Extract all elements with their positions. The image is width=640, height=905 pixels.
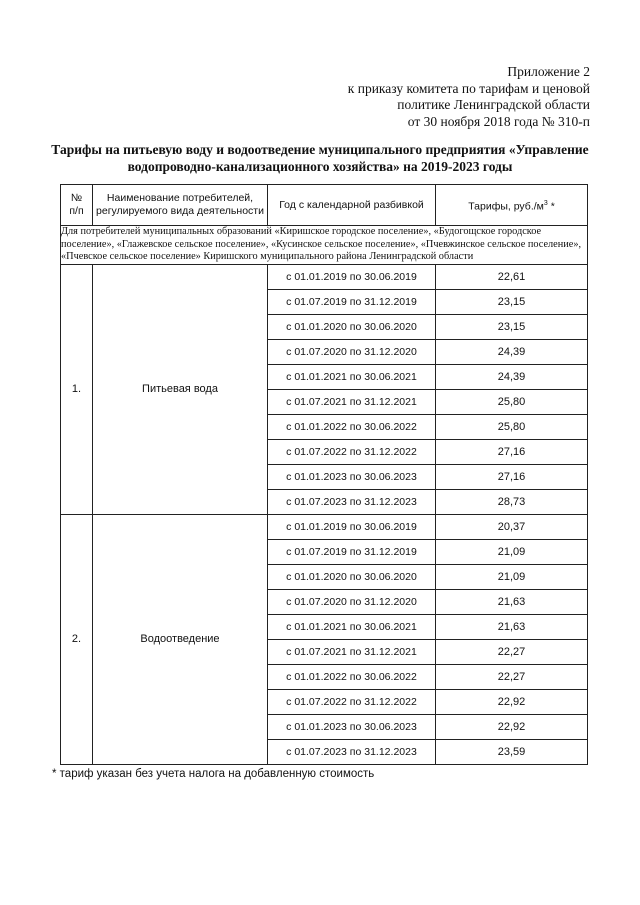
appendix-line: от 30 ноября 2018 года № 310-п bbox=[407, 113, 590, 129]
period-cell: с 01.01.2022 по 30.06.2022 bbox=[268, 414, 436, 439]
header-name-line: регулируемого вида деятельности bbox=[96, 205, 264, 217]
period-cell: с 01.01.2021 по 30.06.2021 bbox=[268, 614, 436, 639]
table-header-row bbox=[61, 185, 588, 226]
tariff-value-cell: 23,15 bbox=[436, 289, 588, 314]
tariff-value-cell: 25,80 bbox=[436, 414, 588, 439]
appendix-block bbox=[348, 64, 590, 130]
tariff-value-cell: 20,37 bbox=[436, 514, 588, 539]
appendix-line: Приложение 2 bbox=[507, 64, 590, 79]
consumers-row bbox=[61, 226, 588, 265]
period-cell: с 01.07.2019 по 31.12.2019 bbox=[268, 289, 436, 314]
service-number: 2. bbox=[61, 514, 93, 764]
tariff-value-cell: 22,27 bbox=[436, 639, 588, 664]
header-number bbox=[61, 185, 93, 226]
title-line: водопроводно-канализационного хозяйства» на 2019-2023 годы bbox=[127, 159, 513, 174]
tariff-value-cell: 21,63 bbox=[436, 614, 588, 639]
service-name: Питьевая вода bbox=[93, 264, 268, 514]
period-cell: с 01.07.2020 по 31.12.2020 bbox=[268, 339, 436, 364]
period-cell: с 01.01.2023 по 30.06.2023 bbox=[268, 464, 436, 489]
header-tariff-label: Тарифы, руб./м bbox=[468, 200, 544, 213]
appendix-line: политике Ленинградской области bbox=[397, 97, 590, 112]
service-name: Водоотведение bbox=[93, 514, 268, 764]
header-tariff-superscript: 3 bbox=[543, 199, 548, 207]
tariff-value-cell: 27,16 bbox=[436, 464, 588, 489]
table-row bbox=[61, 514, 588, 539]
tariff-value-cell: 21,09 bbox=[436, 564, 588, 589]
period-cell: с 01.07.2023 по 31.12.2023 bbox=[268, 489, 436, 514]
document-title bbox=[40, 141, 600, 175]
tariff-value-cell: 22,61 bbox=[436, 264, 588, 289]
tariff-value-cell: 21,63 bbox=[436, 589, 588, 614]
table-body bbox=[61, 226, 588, 765]
header-period: Год с календарной разбивкой bbox=[268, 185, 436, 226]
period-cell: с 01.01.2020 по 30.06.2020 bbox=[268, 314, 436, 339]
tariff-value-cell: 28,73 bbox=[436, 489, 588, 514]
period-cell: с 01.07.2021 по 31.12.2021 bbox=[268, 389, 436, 414]
period-cell: с 01.07.2019 по 31.12.2019 bbox=[268, 539, 436, 564]
period-cell: с 01.07.2023 по 31.12.2023 bbox=[268, 739, 436, 764]
header-tariff bbox=[436, 185, 588, 226]
tariff-value-cell: 23,59 bbox=[436, 739, 588, 764]
period-cell: с 01.07.2022 по 31.12.2022 bbox=[268, 689, 436, 714]
period-cell: с 01.07.2021 по 31.12.2021 bbox=[268, 639, 436, 664]
tariff-value-cell: 21,09 bbox=[436, 539, 588, 564]
tariff-value-cell: 27,16 bbox=[436, 439, 588, 464]
header-consumer-name bbox=[93, 185, 268, 226]
period-cell: с 01.01.2019 по 30.06.2019 bbox=[268, 264, 436, 289]
consumers-description: Для потребителей муниципальных образований «Киришское городское поселение», «Будогощское городское поселение», «Глажевское сельское поселение», «Кусинское сельское поселение», «Пчевжинское сельское поселение», «Пчевское сельское поселение» Киришского муниципального района Ленинградской области bbox=[61, 226, 588, 265]
tariff-table bbox=[60, 184, 588, 765]
tariff-value-cell: 22,92 bbox=[436, 689, 588, 714]
period-cell: с 01.01.2022 по 30.06.2022 bbox=[268, 664, 436, 689]
period-cell: с 01.07.2022 по 31.12.2022 bbox=[268, 439, 436, 464]
tariff-value-cell: 24,39 bbox=[436, 364, 588, 389]
header-tariff-asterisk: * bbox=[547, 200, 555, 213]
header-number-line: п/п bbox=[69, 205, 84, 217]
tariff-value-cell: 24,39 bbox=[436, 339, 588, 364]
footnote: * тариф указан без учета налога на добавленную стоимость bbox=[52, 768, 375, 780]
header-number-line: № bbox=[70, 192, 83, 204]
period-cell: с 01.01.2021 по 30.06.2021 bbox=[268, 364, 436, 389]
period-cell: с 01.01.2019 по 30.06.2019 bbox=[268, 514, 436, 539]
appendix-line: к приказу комитета по тарифам и ценовой bbox=[347, 80, 590, 96]
table-row bbox=[61, 264, 588, 289]
tariff-value-cell: 22,92 bbox=[436, 714, 588, 739]
tariff-value-cell: 22,27 bbox=[436, 664, 588, 689]
tariff-value-cell: 25,80 bbox=[436, 389, 588, 414]
period-cell: с 01.01.2023 по 30.06.2023 bbox=[268, 714, 436, 739]
period-cell: с 01.07.2020 по 31.12.2020 bbox=[268, 589, 436, 614]
title-line: Тарифы на питьевую воду и водоотведение муниципального предприятия «Управление bbox=[51, 142, 589, 157]
header-name-line: Наименование потребителей, bbox=[106, 192, 254, 204]
period-cell: с 01.01.2020 по 30.06.2020 bbox=[268, 564, 436, 589]
service-number: 1. bbox=[61, 264, 93, 514]
tariff-value-cell: 23,15 bbox=[436, 314, 588, 339]
